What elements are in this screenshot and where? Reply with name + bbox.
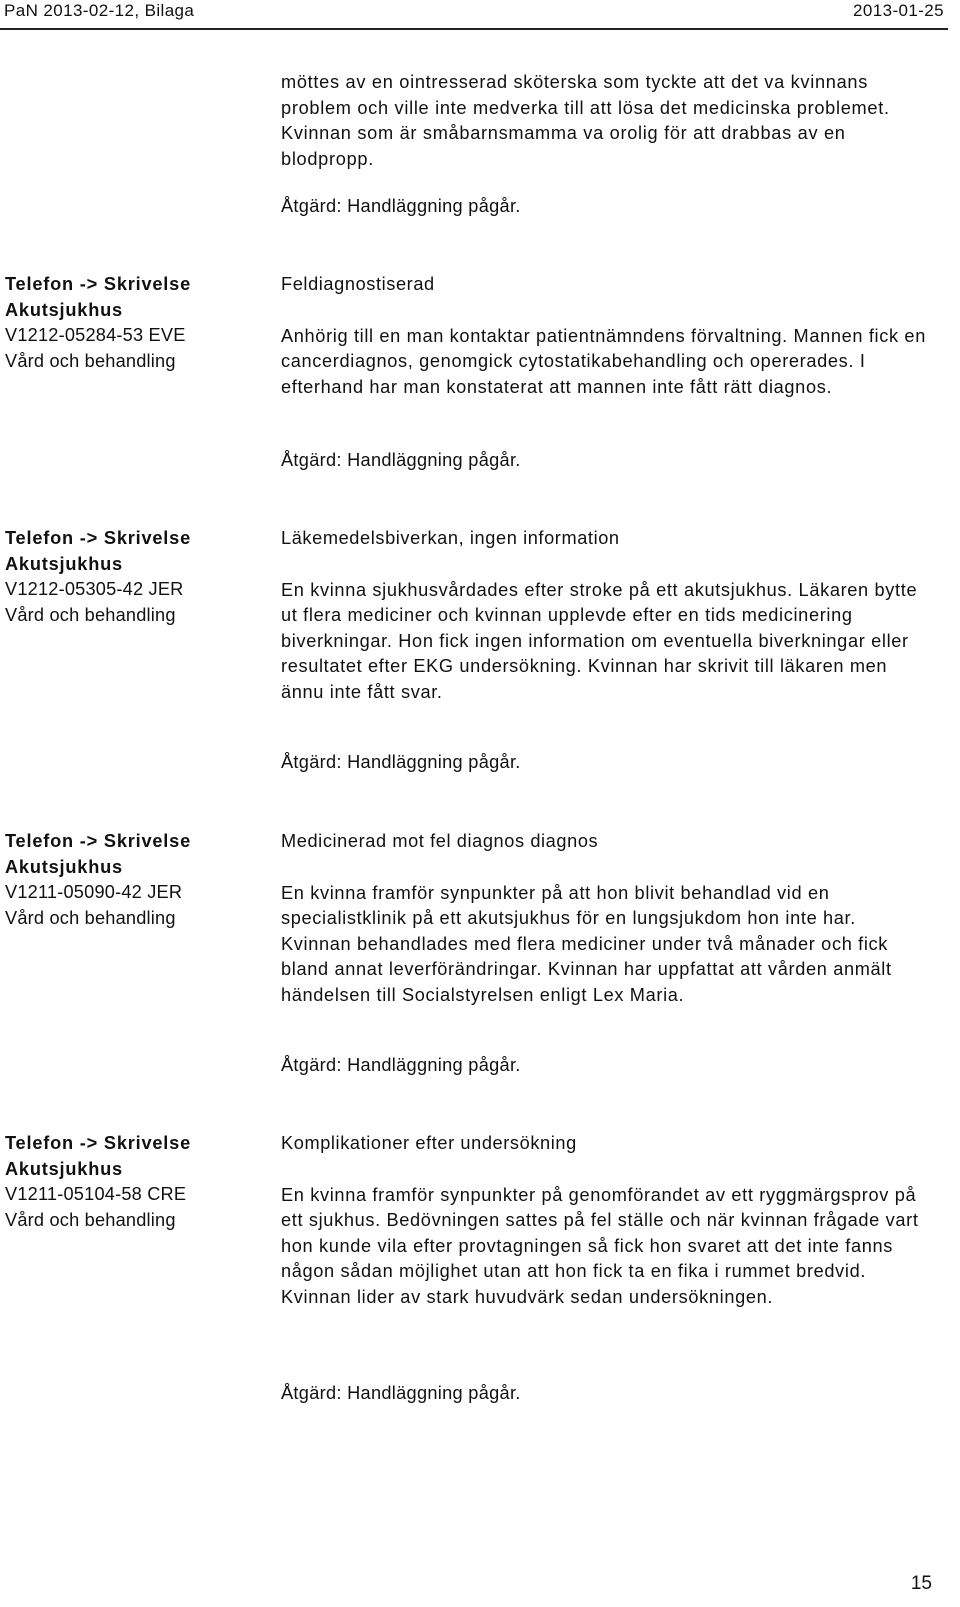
case-action-status: Åtgärd: Handläggning pågår. bbox=[281, 752, 521, 772]
case-contact-type: Telefon -> Skrivelse bbox=[5, 528, 191, 548]
page-header bbox=[0, 0, 948, 30]
case-id: V1212-05284-53 EVE bbox=[5, 325, 186, 345]
case-content bbox=[281, 272, 926, 400]
continued-case-text: möttes av en ointresserad sköterska som tyckte att det va kvinnans problem och ville inte medverka till att lösa det medicinska problemet. Kvinnan som är småbarnsmamma va orolig för att drabbas av en blodpropp. bbox=[281, 72, 890, 169]
case-contact-type: Telefon -> Skrivelse bbox=[5, 1133, 191, 1153]
case-action-status: Åtgärd: Handläggning pågår. bbox=[281, 1383, 521, 1403]
case-id: V1211-05090-42 JER bbox=[5, 882, 183, 902]
case-meta bbox=[5, 272, 270, 374]
case-description: En kvinna framför synpunkter på att hon blivit behandlad vid en specialistklinik på ett akutsjukhus för en lungsjukdom hon inte har. Kvinnan behandlades med flera mediciner under två månader och fick bland annat leverförändringar. Kvinnan har uppfattat att vården anmält händelsen till Socialstyrelsen enligt Lex Maria. bbox=[281, 882, 892, 1005]
case-meta bbox=[5, 1131, 270, 1233]
case-category: Vård och behandling bbox=[5, 907, 176, 928]
case-unit: Akutsjukhus bbox=[5, 553, 123, 574]
header-document-title: PaN 2013-02-12, Bilaga bbox=[4, 1, 195, 20]
case-heading: Komplikationer efter undersökning bbox=[281, 1133, 577, 1153]
case-category: Vård och behandling bbox=[5, 1209, 176, 1230]
case-description: Anhörig till en man kontaktar patientnämndens förvaltning. Mannen fick en cancerdiagnos, genomgick cytostatikabehandling och opererades. I efterhand har man konstaterat att mannen inte fått rätt diagnos. bbox=[281, 325, 926, 397]
case-category: Vård och behandling bbox=[5, 604, 176, 625]
case-unit: Akutsjukhus bbox=[5, 299, 123, 320]
case-id: V1211-05104-58 CRE bbox=[5, 1184, 187, 1204]
case-content bbox=[281, 1131, 926, 1310]
case-action-status: Åtgärd: Handläggning pågår. bbox=[281, 1055, 521, 1075]
case-heading: Läkemedelsbiverkan, ingen information bbox=[281, 528, 620, 548]
case-unit: Akutsjukhus bbox=[5, 1158, 123, 1179]
case-meta bbox=[5, 829, 270, 931]
case-contact-type: Telefon -> Skrivelse bbox=[5, 831, 191, 851]
case-heading: Feldiagnostiserad bbox=[281, 274, 435, 294]
case-heading: Medicinerad mot fel diagnos diagnos bbox=[281, 831, 599, 851]
case-id: V1212-05305-42 JER bbox=[5, 579, 184, 599]
case-category: Vård och behandling bbox=[5, 350, 176, 371]
case-action-status: Åtgärd: Handläggning pågår. bbox=[281, 196, 521, 216]
case-content bbox=[281, 526, 926, 705]
case-contact-type: Telefon -> Skrivelse bbox=[5, 274, 191, 294]
header-date: 2013-01-25 bbox=[853, 1, 944, 20]
case-description: En kvinna sjukhusvårdades efter stroke på ett akutsjukhus. Läkaren bytte ut flera mediciner och kvinnan upplevde efter en tids medicinering biverkningar. Hon fick ingen information om eventuella biverkningar eller resultatet efter EKG undersökning. Kvinnan har skrivit till läkaren men ännu inte fått svar. bbox=[281, 579, 918, 702]
page-number: 15 bbox=[910, 1573, 932, 1594]
case-unit: Akutsjukhus bbox=[5, 856, 123, 877]
case-content bbox=[281, 829, 926, 1008]
case-action-status: Åtgärd: Handläggning pågår. bbox=[281, 450, 521, 470]
case-description: En kvinna framför synpunkter på genomförandet av ett ryggmärgsprov på ett sjukhus. Bedövningen sattes på fel ställe och när kvinnan frågade vart hon kunde vila efter provtagningen så fick hon svaret att det inte fanns någon sådan möjlighet utan att hon fick ta en fika i rummet bredvid. Kvinnan lider av stark huvudvärk sedan undersökningen. bbox=[281, 1184, 919, 1307]
case-meta bbox=[5, 526, 270, 628]
